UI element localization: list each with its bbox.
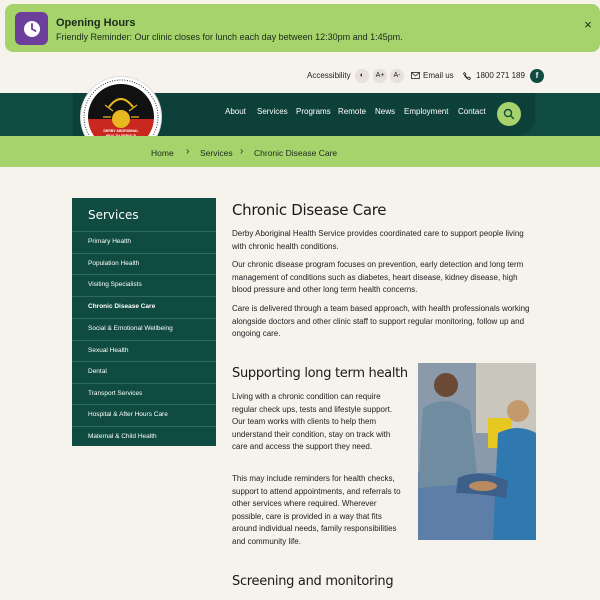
sidebar-item-label: Social & Emotional Wellbeing (88, 325, 173, 332)
section-paragraph: This may include reminders for health checks, support to attend appointments, and referrals to other services where required. Wherever possible, care is provided in a way that fits around individual needs, family responsibilities and community life. (232, 474, 401, 546)
nav-about[interactable]: About (225, 107, 246, 116)
email-link[interactable]: Email us (423, 71, 454, 80)
breadcrumb-separator: › (240, 146, 244, 157)
sidebar-item-hospital-after-hours[interactable] (72, 404, 216, 426)
nav-programs[interactable]: Programs (296, 107, 331, 116)
sidebar-item-label: Maternal & Child Health (88, 433, 157, 440)
section-paragraph: Living with a chronic condition can require regular check ups, tests and lifestyle support. Our team works with clients to help them understand their condition, stay on track with care and access the support they need. (232, 392, 393, 451)
phone-icon[interactable] (463, 66, 471, 86)
intro-paragraph: Derby Aboriginal Health Service provides coordinated care to support people living with chronic health conditions. (232, 229, 524, 251)
sidebar-item-label: Chronic Disease Care (88, 303, 156, 310)
sidebar-item-transport-services[interactable] (72, 383, 216, 405)
breadcrumb-home[interactable]: Home (151, 148, 174, 158)
nav-services[interactable]: Services (257, 107, 288, 116)
sidebar-item-label: Visiting Specialists (88, 281, 142, 288)
sidebar-item-label: Hospital & After Hours Care (88, 411, 168, 418)
opening-hours-notice (5, 4, 600, 52)
contrast-toggle-icon[interactable]: ◐ (355, 69, 369, 83)
sidebar-item-label: Population Health (88, 260, 140, 267)
text-smaller-button[interactable]: A- (390, 69, 404, 83)
accessibility-label: Accessibility (307, 71, 351, 80)
care-paragraph: Care is delivered through a team based approach, with health professionals working alongside doctors and other clinic staff to support regular monitoring, follow up and ongoing care. (232, 304, 530, 338)
sidebar-title: Services (88, 208, 139, 222)
nav-contact[interactable]: Contact (458, 107, 486, 116)
sidebar-item-maternal-child-health[interactable] (72, 426, 216, 448)
sidebar-item-population-health[interactable] (72, 253, 216, 275)
sidebar-item-sexual-health[interactable] (72, 340, 216, 362)
clock-icon (15, 12, 48, 45)
phone-link[interactable]: 1800 271 189 (476, 71, 525, 80)
nav-employment[interactable]: Employment (404, 107, 449, 116)
notice-title: Opening Hours (56, 17, 136, 29)
sidebar-item-label: Transport Services (88, 390, 143, 397)
facebook-icon[interactable]: f (530, 69, 544, 83)
section-heading: Screening and monitoring (232, 574, 394, 589)
sidebar-item-dental[interactable] (72, 361, 216, 383)
nav-news[interactable]: News (375, 107, 396, 116)
email-icon[interactable] (411, 66, 420, 86)
sidebar-item-social-emotional-wellbeing[interactable] (72, 318, 216, 340)
sidebar-item-chronic-disease-care[interactable] (72, 296, 216, 318)
section-heading: Supporting long term health (232, 366, 408, 381)
clinic-photo (418, 363, 536, 540)
close-icon[interactable]: × (584, 17, 592, 32)
breadcrumb-separator: › (186, 146, 190, 157)
text-larger-button[interactable]: A+ (373, 69, 387, 83)
program-paragraph: Our chronic disease program focuses on prevention, early detection and long term management of conditions such as diabetes, heart disease, kidney disease, high blood pressure and other long term health concerns. (232, 260, 524, 294)
page-title: Chronic Disease Care (232, 201, 387, 219)
breadcrumb-services[interactable]: Services (200, 148, 233, 158)
sidebar-item-label: Sexual Health (88, 347, 129, 354)
notice-text: Friendly Reminder: Our clinic closes for lunch each day between 12:30pm and 1:45pm. (56, 32, 403, 42)
search-icon[interactable] (497, 102, 521, 126)
sidebar-item-visiting-specialists[interactable] (72, 274, 216, 296)
nav-remote[interactable]: Remote (338, 107, 367, 116)
logo-text-line1: DERBY ABORIGINAL (103, 129, 139, 133)
breadcrumb-current: Chronic Disease Care (254, 148, 338, 158)
sidebar-item-label: Dental (88, 368, 107, 375)
sidebar-item-primary-health[interactable] (72, 231, 216, 253)
sidebar-item-label: Primary Health (88, 238, 131, 245)
